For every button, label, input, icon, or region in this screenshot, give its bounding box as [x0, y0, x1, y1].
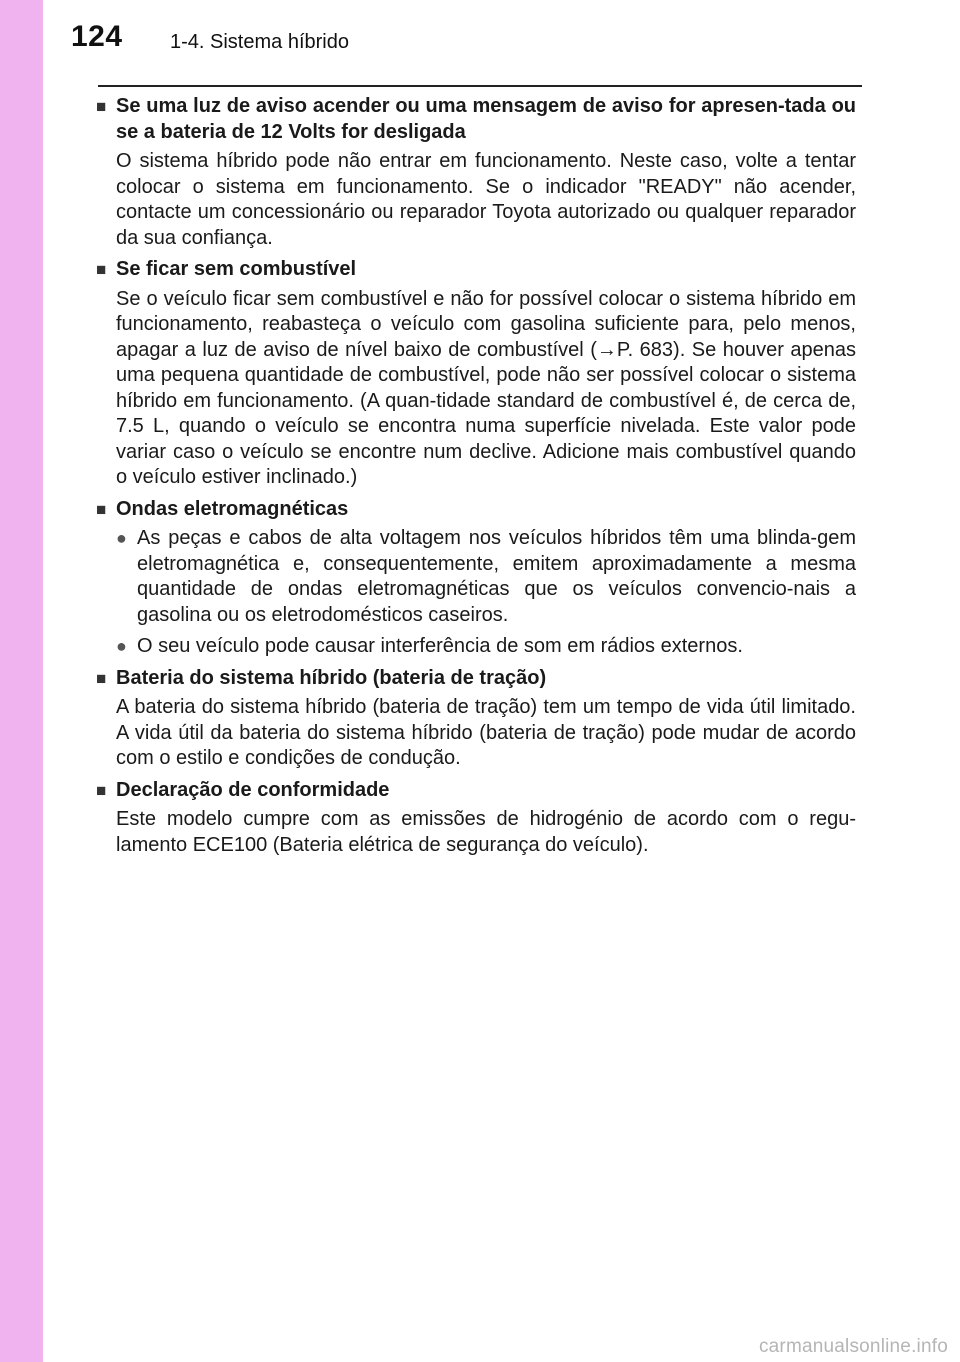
- square-bullet-icon: ■: [96, 780, 107, 800]
- section-heading: [96, 257, 856, 283]
- header-divider: [98, 85, 862, 87]
- round-bullet-icon: ●: [116, 636, 127, 656]
- square-bullet-icon: ■: [96, 260, 107, 279]
- section-paragraph: Se o veículo ficar sem combustível e não for possível colocar o sistema híbrido em funcionamento, reabasteça o veículo com gasolina suficiente para, pelo menos, apagar a luz de aviso de nível baixo de combustível (→P. 683). Se houver apenas uma pequena quantidade de combustível, pode não ser possível colocar o sistema híbrido em funcionamento. (A quan-tidade standard de combustível é, de cerca de, 7.5 L, quando o veículo se encontra numa superfície nivelada. Este valor pode variar caso o veículo se encontre num declive. Adicione mais combustível quando o veículo estiver inclinado.): [116, 287, 856, 488]
- square-bullet-icon: ■: [96, 97, 107, 116]
- list-item: [116, 634, 856, 660]
- section-declaration-of-conformity: [96, 778, 856, 859]
- section-heading-text: Bateria do sistema híbrido (bateria de tração): [116, 666, 547, 689]
- section-heading-text: Se ficar sem combustível: [116, 258, 357, 280]
- section-heading-text: Declaração de conformidade: [116, 778, 390, 801]
- list-item: [116, 526, 856, 628]
- section-heading: [96, 778, 856, 804]
- section-hybrid-battery: [96, 666, 856, 772]
- section-heading: [96, 497, 856, 523]
- square-bullet-icon: ■: [96, 668, 107, 688]
- section-paragraph: Este modelo cumpre com as emissões de hidrogénio de acordo com o regu-lamento ECE100 (Bateria elétrica de segurança do veículo).: [116, 808, 856, 856]
- section-warning-light: [96, 94, 856, 251]
- chapter-section-title: 1-4. Sistema híbrido: [170, 31, 349, 53]
- round-bullet-icon: ●: [116, 528, 127, 548]
- list-item-text: O seu veículo pode causar interferência de som em rádios externos.: [137, 635, 743, 657]
- section-electromagnetic-waves: [96, 497, 856, 660]
- section-paragraph: O sistema híbrido pode não entrar em funcionamento. Neste caso, volte a tentar colocar o sistema em funcionamento. Se o indicador "READY" não acender, contacte um concessionário ou reparador Toyota autorizado ou qualquer reparador da sua confiança.: [116, 150, 856, 249]
- square-bullet-icon: ■: [96, 499, 107, 519]
- chapter-color-strip: [0, 0, 43, 1362]
- section-heading-text: Ondas eletromagnéticas: [116, 497, 349, 520]
- page-content: [96, 94, 856, 864]
- page-number: 124: [71, 20, 123, 53]
- section-heading: [96, 666, 856, 692]
- site-watermark: carmanualsonline.info: [758, 1336, 948, 1357]
- section-paragraph: A bateria do sistema híbrido (bateria de tração) tem um tempo de vida útil limitado. A vida útil da bateria do sistema híbrido (bateria de tração) pode mudar de acordo com o estilo e condições de condução.: [116, 696, 856, 769]
- section-heading-text: Se uma luz de aviso acender ou uma mensagem de aviso for apresen-tada ou se a bateria de 12 Volts for desligada: [116, 95, 856, 143]
- list-item-text: As peças e cabos de alta voltagem nos veículos híbridos têm uma blinda-gem eletromagnética e, consequentemente, emitem aproximadamente a mesma quantidade de ondas eletromagnéticas que os veículos convencio-nais a gasolina ou os eletrodomésticos caseiros.: [137, 527, 856, 626]
- section-out-of-fuel: [96, 257, 856, 491]
- section-heading: [96, 94, 856, 145]
